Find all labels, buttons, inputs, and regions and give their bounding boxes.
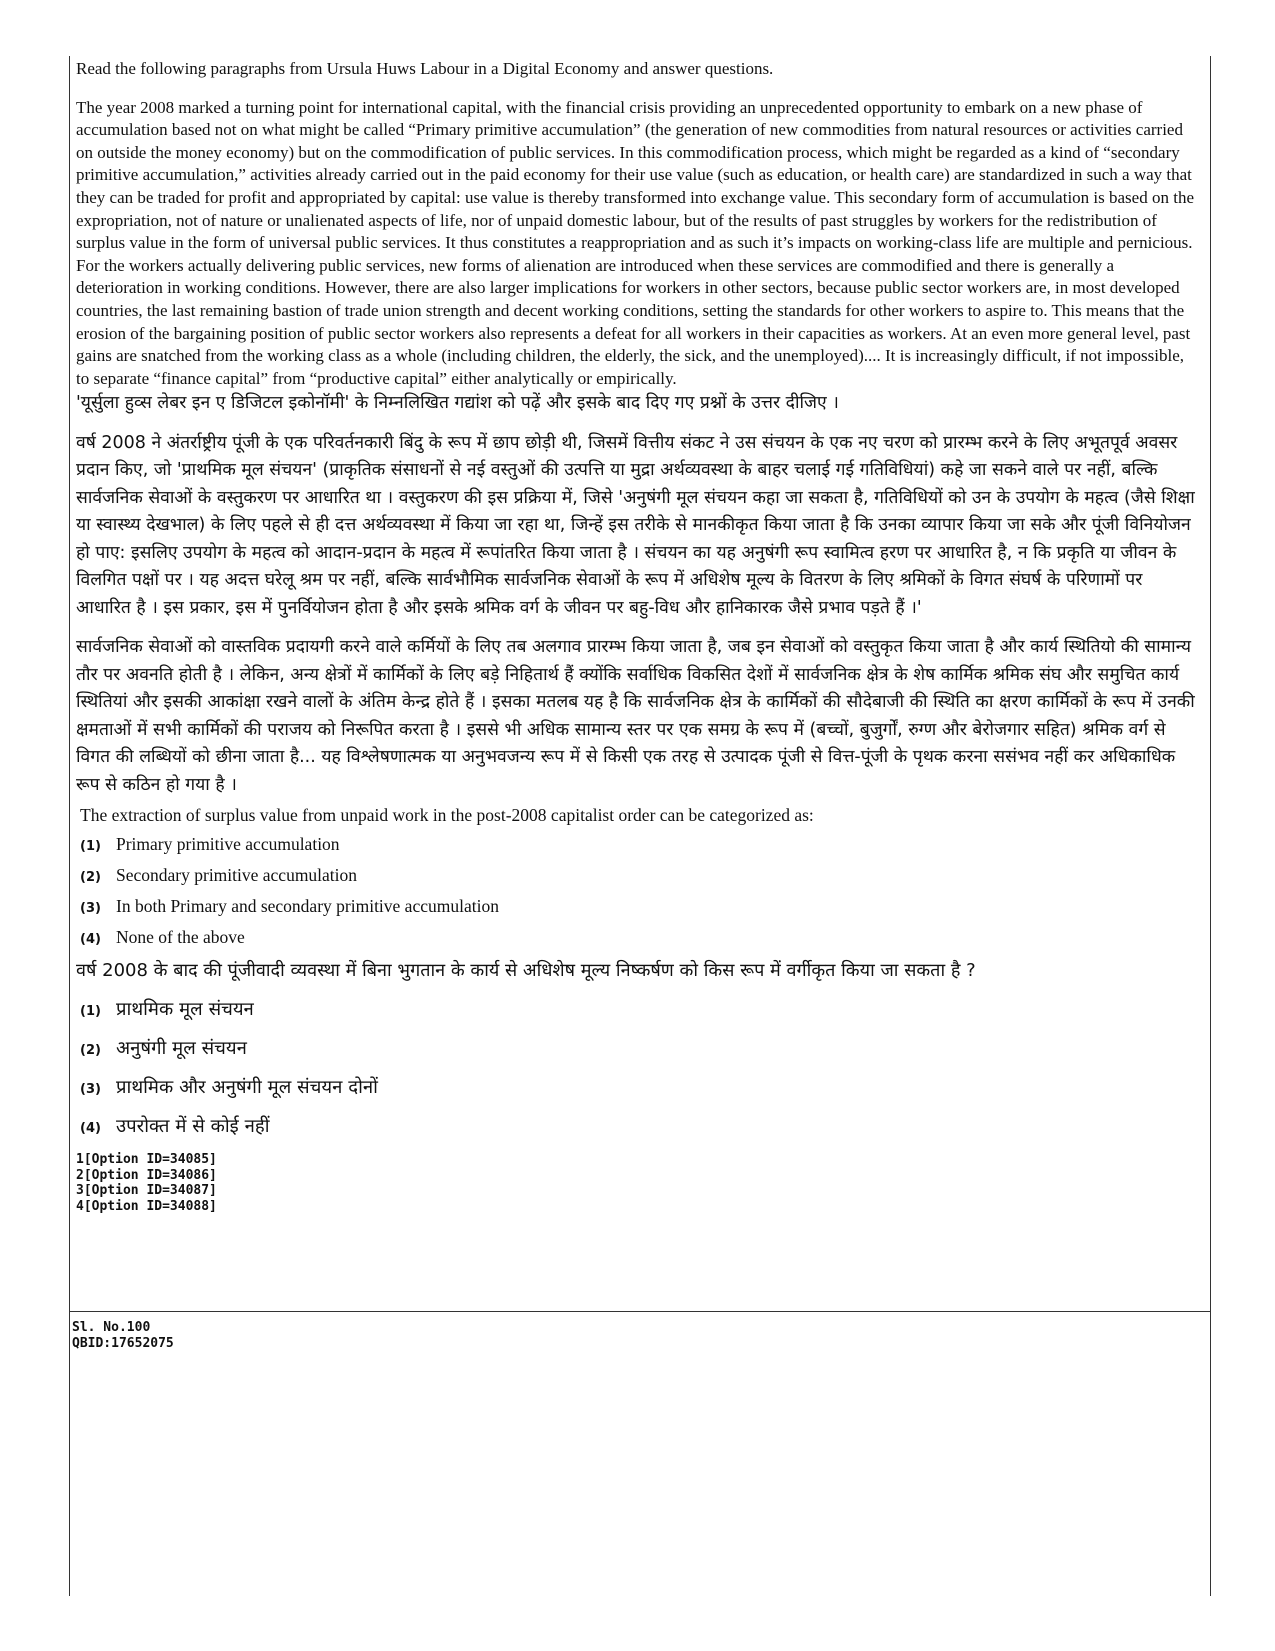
passage-intro-en: Read the following paragraphs from Ursula Huws Labour in a Digital Economy and answer questions. (76, 59, 774, 78)
option-number: (4) (80, 1121, 101, 1137)
option-id-2: 2[Option ID=34086] (76, 1167, 217, 1183)
option-id-3: 3[Option ID=34087] (76, 1183, 217, 1199)
option-id-1: 1[Option ID=34085] (76, 1152, 217, 1168)
next-question-header (72, 1320, 174, 1351)
passage-en-paragraph-2: For the workers actually delivering public services, new forms of alienation are introduced when these services are commodified and there is generally a deterioration in working conditions. However, there are also larger implications for workers in other sectors, because public sector workers are, in most developed countries, the last remaining bastion of trade union strength and decent working conditions, setting the standards for other workers to aspire to. This means that the erosion of the bargaining position of public sector workers also represents a defeat for all workers in their capacities as workers. At an even more general level, past gains are snatched from the working class as a whole (including children, the elderly, the sick, and the unemployed).... It is increasingly difficult, if not impossible, to separate “finance capital” from “productive capital” either analytically or empirically. (76, 255, 1191, 388)
passage-intro-hi: 'यूर्सुला हुव्स लेबर इन ए डिजिटल इकोनॉमी' के निम्नलिखित गद्यांश को पढ़ें और इसके बाद दिए गए प्रश्नों के उत्तर दीजिए । (76, 393, 839, 414)
option-number: (3) (80, 901, 101, 917)
option-hi-4[interactable] (80, 1113, 1200, 1138)
option-hi-2[interactable] (80, 1035, 1200, 1060)
question-separator (69, 1311, 1211, 1312)
passage-hi-paragraph-2: सार्वजनिक सेवाओं को वास्तविक प्रदायगी करने वाले कर्मियों के लिए तब अलगाव प्रारम्भ किया जाता है, जब इन सेवाओं को वस्तुकृत किया जाता है और कार्य स्थितियो की सामान्य तौर पर अवनति होती है । लेकिन, अन्य क्षेत्रों में कार्मिकों के लिए बड़े निहितार्थ हैं क्योंकि सर्वाधिक विकसित देशों में सार्वजनिक क्षेत्र के शेष कार्मिक श्रमिक संघ और समुचित कार्य स्थितियां और इसकी आकांक्षा रखने वालों के अंतिम केन्द्र होते हैं । इसका मतलब यह है कि सार्वजनिक क्षेत्र के कार्मिकों की सौदेबाजी की स्थिति का क्षरण कार्मिकों के रूप में उनकी क्षमताओं में सभी कार्मिकों की पराजय को निरूपित करता है । इससे भी अधिक सामान्य स्तर पर एक समग्र के रूप में (बच्चों, बुजुर्गों, रुग्ण और बेरोजगार सहित) श्रमिक वर्ग से विगत की लब्धियों को छीना जाता है... यह विश्लेषणात्मक या अनुभवजन्य रूप में से किसी एक तरह से उत्पादक पूंजी से वित्त-पूंजी के पृथक करना ससंभव नहीं कर अधिकाधिक रूप से कठिन हो गया है । (76, 637, 1195, 795)
option-text: In both Primary and secondary primitive accumulation (116, 896, 499, 917)
serial-number: Sl. No.100 (72, 1320, 151, 1335)
option-en-1[interactable] (80, 834, 1200, 855)
option-number: (4) (80, 932, 101, 948)
question-text-hi: वर्ष 2008 के बाद की पूंजीवादी व्यवस्था में बिना भुगतान के कार्य से अधिशेष मूल्य निष्कर्षण को किस रूप में वर्गीकृत किया जा सकता है ? (76, 960, 976, 982)
option-number: (2) (80, 1043, 101, 1059)
question-text-en: The extraction of surplus value from unpaid work in the post-2008 capitalist order can be categorized as: (80, 805, 814, 826)
option-text: प्राथमिक और अनुषंगी मूल संचयन दोनों (116, 1077, 378, 1099)
option-text: Secondary primitive accumulation (116, 865, 358, 886)
option-hi-3[interactable] (80, 1074, 1200, 1099)
option-id-list (76, 1152, 1200, 1214)
option-text: Primary primitive accumulation (116, 834, 340, 855)
passage-en-paragraph-1: The year 2008 marked a turning point for international capital, with the financial crisis providing an unprecedented opportunity to embark on a new phase of accumulation based not on what might be called “Primary primitive accumulation” (the generation of new commodities from natural resources or activities carried on outside the money economy) but on the commodification of public services. In this commodification process, which might be regarded as a kind of “secondary primitive accumulation,” activities already carried out in the paid economy for their use value (such as education, or health care) are standardized in such a way that they can be traded for profit and appropriated by capital: use value is thereby transformed into exchange value. This secondary form of accumulation is based on the expropriation, not of nature or unalienated aspects of life, nor of unpaid domestic labour, but of the results of past struggles by workers for the redistribution of surplus value in the form of universal public services. It thus constitutes a reappropriation and as such it’s impacts on working-class life are multiple and pernicious. (76, 97, 1194, 253)
option-en-2[interactable] (80, 865, 1200, 886)
option-number: (3) (80, 1082, 101, 1098)
option-number: (1) (80, 1004, 101, 1020)
option-en-4[interactable] (80, 927, 1200, 948)
question-block (76, 58, 1200, 1214)
option-en-3[interactable] (80, 896, 1200, 917)
option-number: (1) (80, 839, 101, 855)
qbid: QBID:17652075 (72, 1335, 174, 1351)
option-text: उपरोक्त में से कोई नहीं (116, 1116, 270, 1138)
option-text: अनुषंगी मूल संचयन (116, 1038, 247, 1060)
option-text: None of the above (116, 927, 245, 948)
option-id-4: 4[Option ID=34088] (76, 1198, 217, 1214)
option-number: (2) (80, 870, 101, 886)
left-border (69, 56, 70, 1596)
right-border (1210, 56, 1211, 1596)
option-text: प्राथमिक मूल संचयन (116, 999, 254, 1021)
passage-hi-paragraph-1: वर्ष 2008 ने अंतर्राष्ट्रीय पूंजी के एक परिवर्तनकारी बिंदु के रूप में छाप छोड़ी थी, जिसमें वित्तीय संकट ने उस संचयन के एक नए चरण को प्रारम्भ करने के लिए अभूतपूर्व अवसर प्रदान किए, जो 'प्राथमिक मूल संचयन' (प्राकृतिक संसाधनों से नई वस्तुओं की उत्पत्ति या मुद्रा अर्थव्यवस्था के बाहर चलाई गई गतिविधियां) कहे जा सकने वाले पर नहीं, बल्कि सार्वजनिक सेवाओं के वस्तुकरण पर आधारित था । वस्तुकरण की इस प्रक्रिया में, जिसे 'अनुषंगी मूल संचयन कहा जा सकता है, गतिविधियों को उन के उपयोग के महत्व (जैसे शिक्षा या स्वास्थ्य देखभाल) के लिए पहले से ही दत्त अर्थव्यवस्था में किया जा रहा था, जिन्हें इस तरीके से मानकीकृत किया जाता है कि उनका व्यापार किया जा सके और पूंजी विनियोजन हो पाए: इसलिए उपयोग के महत्व को आदान-प्रदान के महत्व में रूपांतरित किया जाता है । संचयन का यह अनुषंगी रूप स्वामित्व हरण पर आधारित है, न कि प्रकृति या जीवन के विलगित पक्षों पर । यह अदत्त घरेलू श्रम पर नहीं, बल्कि सार्वभौमिक सार्वजनिक सेवाओं के रूप में अधिशेष मूल्य के वितरण के लिए श्रमिकों के विगत संघर्ष के परिणामों पर आधारित है । इस प्रकार, इस में पुनर्वियोजन होता है और इसके श्रमिक वर्ग के जीवन पर बहु-विध और हानिकारक जैसे प्रभाव पड़ते हैं ।' (76, 432, 1195, 618)
option-hi-1[interactable] (80, 996, 1200, 1021)
